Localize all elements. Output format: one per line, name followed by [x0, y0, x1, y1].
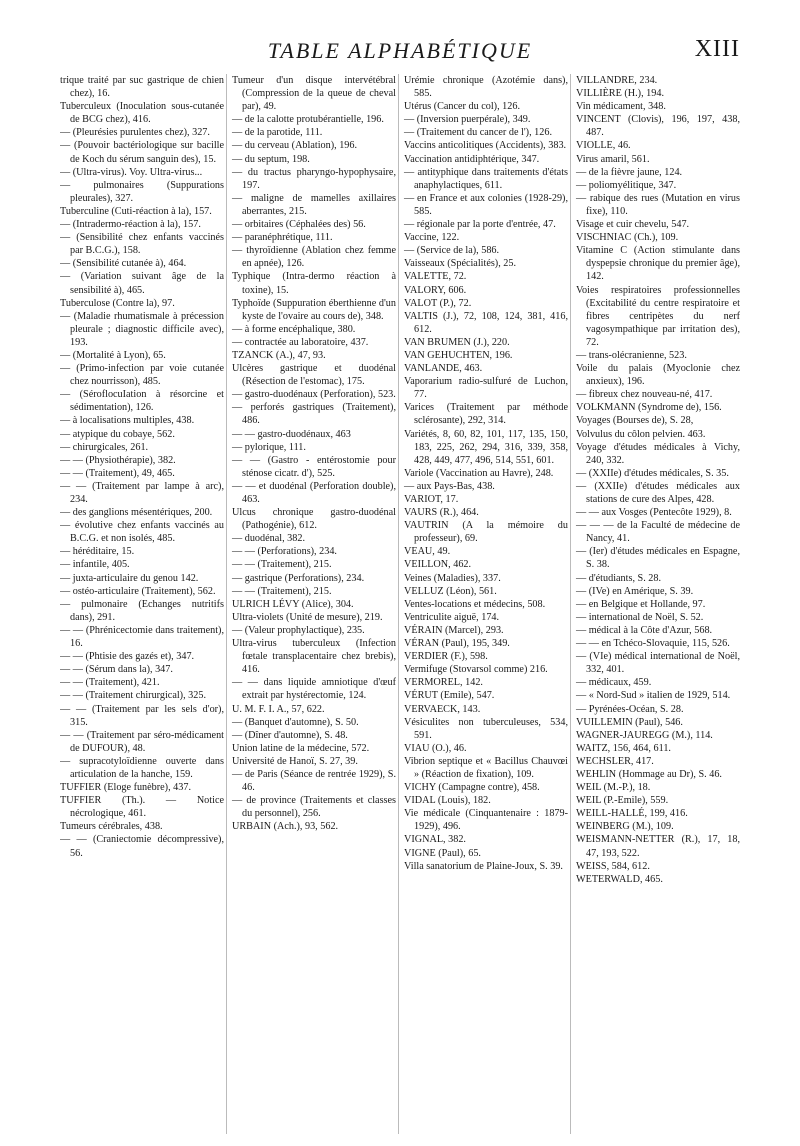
index-entry: — trans-olécranienne, 523. [576, 349, 687, 361]
index-entry: Tumeurs cérébrales, 438. [60, 821, 163, 833]
index-entry: Vitamine C (Action stimulante dans dyspepsie chronique du premier âge), 142. [576, 245, 740, 283]
index-entry: VANLANDE, 463. [404, 363, 483, 375]
index-entry: — pulmonaire (Echanges nutritifs dans), 291. [60, 598, 224, 623]
index-entry: — — (Traitement), 421. [60, 677, 160, 689]
index-entry: WEIL (M.-P.), 18. [576, 782, 651, 794]
index-entry: — Pyrénées-Océan, S. 28. [576, 703, 684, 715]
index-entry: — rabique des rues (Mutation en virus fixe), 110. [576, 192, 740, 217]
index-entry: Vin médicament, 348. [576, 101, 666, 113]
index-entry: — médical à la Côte d'Azur, 568. [576, 624, 713, 636]
index-entry: Voile du palais (Myoclonie chez anxieux), 196. [576, 363, 740, 388]
index-entry: VIGNE (Paul), 65. [404, 847, 481, 859]
index-entry: VEILLON, 462. [404, 559, 472, 571]
index-entry: VELLUZ (Léon), 561. [404, 585, 497, 597]
index-entry: WEIL (P.-Emile), 559. [576, 795, 669, 807]
index-entry: — (Ultra-virus). Voy. Ultra-virus... [60, 166, 203, 178]
page-number: XIII [694, 36, 740, 62]
page-header [60, 38, 740, 68]
index-entry: Vésiculites non tuberculeuses, 534, 591. [404, 716, 568, 741]
index-entry: — en France et aux colonies (1928-29), 585. [404, 192, 568, 217]
index-entry: WECHSLER, 417. [576, 755, 654, 767]
index-entry: — aux Pays-Bas, 438. [404, 480, 495, 492]
index-entry: VIDAL (Louis), 182. [404, 795, 491, 807]
index-entry: — en Belgique et Hollande, 97. [576, 598, 706, 610]
index-entry: — (XXIIe) d'études médicales aux stations de cure des Alpes, 428. [576, 480, 740, 505]
index-entry: — maligne de mamelles axillaires aberrantes, 215. [232, 192, 396, 217]
index-entry: Tumeur d'un disque intervétébral (Compression de la queue de cheval par), 49. [232, 75, 396, 113]
index-entry: — — (Traitement chirurgical), 325. [60, 690, 206, 702]
index-entry: — (Pouvoir bactériologique sur bacille de Koch du sérum sanguin des), 15. [60, 140, 224, 165]
index-entry: — (Ier) d'études médicales en Espagne, S. 38. [576, 546, 740, 571]
index-entry: — des ganglions mésentériques, 200. [60, 507, 213, 519]
index-entry: VIAU (O.), 46. [404, 742, 467, 754]
index-entry: Villa sanatorium de Plaine-Joux, S. 39. [404, 860, 563, 872]
index-entry: — pylorique, 111. [232, 441, 306, 453]
index-entry: VILLIÈRE (H.), 194. [576, 88, 664, 100]
index-entry: — à localisations multiples, 438. [60, 415, 195, 427]
index-entry: Veines (Maladies), 337. [404, 572, 501, 584]
index-entry: VICHY (Campagne contre), 458. [404, 782, 540, 794]
index-entry: Ultra-violets (Unité de mesure), 219. [232, 611, 383, 623]
index-entry: — de la calotte protubérantielle, 196. [232, 114, 384, 126]
index-entry: — (Variation suivant âge de la sensibilité à), 465. [60, 271, 224, 296]
index-entry: — — (Craniectomie décompressive), 56. [60, 834, 224, 859]
index-entry: VERVAECK, 143. [404, 703, 481, 715]
index-entry: Virus amaril, 561. [576, 153, 650, 165]
index-entry: Vaporarium radio-sulfuré de Luchon, 77. [404, 376, 568, 401]
index-entry: Voies respiratoires professionnelles (Excitabilité du centre respiratoire et fibres centripètes du nerf vagosympathique par irritation des), 72. [576, 284, 740, 348]
index-entry: Union latine de la médecine, 572. [232, 742, 370, 754]
index-entry: — (Valeur prophylactique), 235. [232, 624, 365, 636]
index-entry: — supracotyloïdienne ouverte dans articulation de la hanche, 159. [60, 755, 224, 780]
index-entry: VÉRUT (Emile), 547. [404, 690, 495, 702]
index-entry: Tuberculine (Cuti-réaction à la), 157. [60, 205, 212, 217]
index-entry: — — (Traitement), 215. [232, 585, 332, 597]
index-entry: Vaccins anticolitiques (Accidents), 383. [404, 140, 567, 152]
index-entry: VEAU, 49. [404, 546, 451, 558]
index-columns [60, 74, 740, 1134]
index-entry: WAITZ, 156, 464, 611. [576, 742, 671, 754]
index-entry: — juxta-articulaire du genou 142. [60, 572, 199, 584]
index-entry: Ulcères gastrique et duodénal (Résection de l'estomac), 175. [232, 363, 396, 388]
index-entry: VIGNAL, 382. [404, 834, 466, 846]
index-entry: — paranéphrétique, 111. [232, 232, 333, 244]
index-entry: — à forme encéphalique, 380. [232, 323, 356, 335]
index-entry: — atypique du cobaye, 562. [60, 428, 175, 440]
index-entry: — — et duodénal (Perforation double), 463. [232, 480, 396, 505]
index-entry: Université de Hanoï, S. 27, 39. [232, 755, 358, 767]
index-entry: Vie médicale (Cinquantenaire : 1879-1929), 496. [404, 808, 568, 833]
index-entry: — (Mortalité à Lyon), 65. [60, 349, 166, 361]
index-entry: — (SéroflocuIation à résorcine et sédimentation), 126. [60, 389, 224, 414]
index-entry: — chirurgicales, 261. [60, 441, 149, 453]
index-entry: — (XXIIe) d'études médicales, S. 35. [576, 467, 729, 479]
page-title: TABLE ALPHABÉTIQUE [267, 38, 533, 63]
index-entry: Utérus (Cancer du col), 126. [404, 101, 520, 113]
index-entry: VILLANDRE, 234. [576, 75, 658, 86]
index-entry: — de province (Traitements et classes du personnel), 256. [232, 795, 396, 820]
index-entry: VERMOREL, 142. [404, 677, 483, 689]
index-column-2 [226, 74, 396, 1134]
index-entry: — — dans liquide amniotique d'œuf extrait par hystérectomie, 124. [232, 677, 396, 702]
index-entry: WETERWALD, 465. [576, 873, 663, 885]
index-entry: VAN GEHUCHTEN, 196. [404, 349, 513, 361]
index-entry: — régionale par la porte d'entrée, 47. [404, 219, 556, 231]
index-entry: — — (Phtisie des gazés et), 347. [60, 651, 195, 663]
index-entry: — — (Traitement par séro-médicament de DUFOUR), 48. [60, 729, 224, 754]
index-entry: — héréditaire, 15. [60, 546, 135, 558]
index-entry: ULRICH LÉVY (Alice), 304. [232, 598, 354, 610]
index-entry: — — (Sérum dans la), 347. [60, 664, 173, 676]
index-entry: — du tractus pharyngo-hypophysaire, 197. [232, 166, 396, 191]
index-entry: WEISMANN-NETTER (R.), 17, 18, 47, 193, 522. [576, 834, 740, 859]
index-entry: — (Sensibilité cutanée à), 464. [60, 258, 187, 270]
index-entry: — du cerveau (Ablation), 196. [232, 140, 358, 152]
index-entry: — (IVe) en Amérique, S. 39. [576, 585, 694, 597]
index-entry: — (Sensibilité chez enfants vaccinés par B.C.G.), 158. [60, 232, 224, 257]
index-entry: — — (Gastro - entérostomie pour sténose cicatr. d'), 525. [232, 454, 396, 479]
index-entry: — (Traitement du cancer de l'), 126. [404, 127, 553, 139]
index-entry: Tuberculeux (Inoculation sous-cutanée de BCG chez), 416. [60, 101, 224, 126]
index-entry: trique traité par suc gastrique de chien chez), 16. [60, 75, 224, 100]
index-entry: VAUTRIN (A la mémoire du professeur), 69. [404, 520, 568, 545]
index-entry: — antityphique dans traitements d'états anaphylactiques, 611. [404, 166, 568, 191]
index-entry: VUILLEMIN (Paul), 546. [576, 716, 683, 728]
index-entry: — (Maladie rhumatismale à précession pleurale ; diagnostic difficile avec), 193. [60, 310, 224, 348]
index-entry: Ventriculite aiguë, 174. [404, 611, 500, 623]
index-entry: TUFFIER (Eloge funèbre), 437. [60, 782, 191, 794]
index-entry: — (Pleurésies purulentes chez), 327. [60, 127, 210, 139]
index-entry: — — aux Vosges (Pentecôte 1929), 8. [576, 507, 732, 519]
index-entry: — thyroïdienne (Ablation chez femme en apnée), 126. [232, 245, 396, 270]
index-entry: — d'étudiants, S. 28. [576, 572, 662, 584]
index-entry: — poliomyélitique, 347. [576, 179, 677, 191]
index-entry: — ostéo-articulaire (Traitement), 562. [60, 585, 216, 597]
index-entry: Vaccination antidiphtérique, 347. [404, 153, 540, 165]
index-entry: — gastro-duodénaux (Perforation), 523. [232, 389, 396, 401]
index-entry: — évolutive chez enfants vaccinés au B.C.G. et non isolés, 485. [60, 520, 224, 545]
index-entry: Varices (Traitement par méthode sclérosante), 292, 314. [404, 402, 568, 427]
index-entry: VARIOT, 17. [404, 494, 459, 505]
index-entry: Typhoïde (Suppuration éberthienne d'un kyste de l'ovaire au cours de), 348. [232, 297, 396, 322]
index-column-4 [570, 74, 740, 1134]
index-entry: — du septum, 198. [232, 153, 310, 165]
index-entry: — (Service de la), 586. [404, 245, 500, 257]
index-entry: — — (Traitement par lampe à arc), 234. [60, 480, 224, 505]
index-entry: Voyage d'études médicales à Vichy, 240, 332. [576, 441, 740, 466]
index-entry: VALETTE, 72. [404, 271, 467, 283]
index-entry: Ventes-locations et médecins, 508. [404, 598, 546, 610]
index-entry: VINCENT (Clovis), 196, 197, 438, 487. [576, 114, 740, 139]
index-entry: — (VIe) médical international de Noël, 332, 401. [576, 651, 740, 676]
index-entry: — infantile, 405. [60, 559, 130, 571]
index-entry: Voyages (Bourses de), S. 28, [576, 415, 694, 427]
index-entry: URBAIN (Ach.), 93, 562. [232, 821, 339, 833]
index-entry: Urémie chronique (Azotémie dans), 585. [404, 75, 568, 100]
index-entry: — orbitaires (Céphalées des) 56. [232, 219, 366, 231]
index-entry: VALTIS (J.), 72, 108, 124, 381, 416, 612. [404, 310, 568, 335]
index-entry: VOLKMANN (Syndrome de), 156. [576, 402, 722, 414]
index-entry: Vaccine, 122. [404, 232, 460, 244]
index-entry: VAN BRUMEN (J.), 220. [404, 336, 510, 348]
index-entry: Vermifuge (Stovarsol comme) 216. [404, 664, 548, 676]
index-entry: WEHLIN (Hommage au Dr), S. 46. [576, 768, 722, 780]
index-entry: — — (Physiothérapie), 382. [60, 454, 176, 466]
index-entry: — (Intradermo-réaction à la), 157. [60, 219, 201, 231]
index-entry: U. M. F. I. A., 57, 622. [232, 703, 325, 715]
index-entry: Vaisseaux (Spécialités), 25. [404, 258, 517, 270]
index-entry: VÉRAIN (Marcel), 293. [404, 624, 504, 636]
index-entry: — international de Noël, S. 52. [576, 611, 704, 623]
index-entry: — médicaux, 459. [576, 677, 652, 689]
index-entry: — (Dîner d'automne), S. 48. [232, 729, 348, 741]
index-entry: — de la parotide, 111. [232, 127, 323, 139]
index-entry: — « Nord-Sud » italien de 1929, 514. [576, 690, 731, 702]
index-entry: TUFFIER (Th.). — Notice nécrologique, 461. [60, 795, 224, 820]
index-entry: VERDIER (F.), 598. [404, 651, 488, 663]
index-entry: Volvulus du côlon pelvien. 463. [576, 428, 706, 440]
index-entry: — (Inversion puerpérale), 349. [404, 114, 531, 126]
index-column-3 [398, 74, 568, 1134]
index-entry: — — (Traitement), 49, 465. [60, 467, 175, 479]
index-entry: Ultra-virus tuberculeux (Infection fœtale transplacentaire chez brebis), 416. [232, 638, 396, 676]
index-entry: WEISS, 584, 612. [576, 860, 650, 872]
index-entry: — — en Tchéco-Slovaquie, 115, 526. [576, 638, 730, 650]
index-entry: Ulcus chronique gastro-duodénal (Pathogénie), 612. [232, 507, 396, 532]
index-entry: WEINBERG (M.), 109. [576, 821, 674, 833]
index-entry: — — (Traitement), 215. [232, 559, 332, 571]
index-entry: Visage et cuir chevelu, 547. [576, 219, 690, 231]
index-entry: VALOT (P.), 72. [404, 297, 472, 309]
index-entry: Variole (Vaccination au Havre), 248. [404, 467, 554, 479]
index-entry: — contractée au laboratoire, 437. [232, 336, 369, 348]
index-entry: VIOLLE, 46. [576, 140, 631, 152]
index-entry: — — — de la Faculté de médecine de Nancy, 41. [576, 520, 740, 545]
index-entry: — pulmonaires (Suppurations pleurales), 327. [60, 179, 224, 204]
index-entry: — (Primo-infection par voie cutanée chez nourrisson), 485. [60, 363, 224, 388]
index-entry: VAURS (R.), 464. [404, 507, 479, 519]
index-entry: Vibrion septique et « Bacillus Chauvœi » (Réaction de fixation), 109. [404, 755, 568, 780]
index-entry: TZANCK (A.), 47, 93. [232, 349, 326, 361]
index-entry: Typhique (Intra-dermo réaction à toxine), 15. [232, 271, 396, 296]
index-entry: Variétés, 8, 60, 82, 101, 117, 135, 150, 183, 225, 262, 294, 316, 339, 358, 428, 449, 477, 496, 514, 551, 601. [404, 428, 568, 466]
index-entry: — (Banquet d'automne), S. 50. [232, 716, 359, 728]
index-entry: VISCHNIAC (Ch.), 109. [576, 232, 679, 244]
index-entry: — de la fièvre jaune, 124. [576, 166, 683, 178]
index-entry: — — gastro-duodénaux, 463 [232, 428, 351, 440]
index-entry: — gastrique (Perforations), 234. [232, 572, 365, 584]
index-entry: — — (Traitement par les sels d'or), 315. [60, 703, 224, 728]
index-entry: VALORY, 606. [404, 284, 467, 296]
index-entry: — — (Phrénicectomie dans traitement), 16. [60, 624, 224, 650]
index-entry: VÉRAN (Paul), 195, 349. [404, 638, 510, 650]
index-entry: WEILL-HALLÉ, 199, 416. [576, 808, 688, 820]
index-entry: — perforés gastriques (Traitement), 486. [232, 402, 396, 427]
index-entry: — de Paris (Séance de rentrée 1929), S. 46. [232, 768, 396, 794]
index-entry: — duodénal, 382. [232, 533, 305, 545]
index-entry: Tuberculose (Contre la), 97. [60, 297, 175, 309]
index-entry: — fibreux chez nouveau-né, 417. [576, 389, 713, 401]
index-column-1 [60, 74, 224, 1134]
index-entry: WAGNER-JAUREGG (M.), 114. [576, 729, 713, 741]
index-entry: — — (Perforations), 234. [232, 546, 337, 558]
